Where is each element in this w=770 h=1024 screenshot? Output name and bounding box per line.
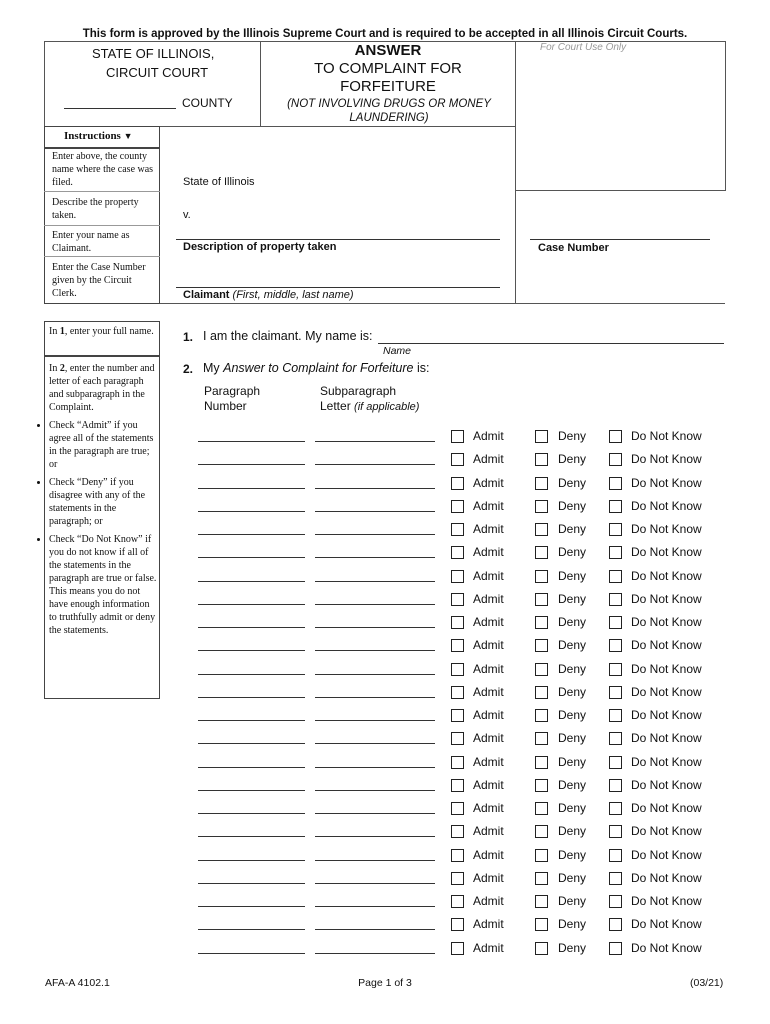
deny-checkbox[interactable] (535, 756, 548, 769)
admit-checkbox[interactable] (451, 709, 464, 722)
instruction-item: Enter the Case Number given by the Circuit Clerk. (52, 262, 146, 299)
deny-label: Deny (558, 545, 587, 559)
subparagraph-letter-input[interactable] (315, 720, 435, 721)
deny-label: Deny (558, 452, 587, 466)
deny-checkbox[interactable] (535, 593, 548, 606)
admit-label: Admit (473, 429, 504, 443)
paragraph-number-input[interactable] (198, 534, 305, 535)
admit-checkbox[interactable] (451, 849, 464, 862)
subparagraph-letter-input[interactable] (315, 441, 435, 442)
subparagraph-letter-input[interactable] (315, 790, 435, 791)
deny-label: Deny (558, 708, 587, 722)
do-not-know-checkbox[interactable] (609, 756, 622, 769)
paragraph-number-input[interactable] (198, 650, 305, 651)
deny-checkbox[interactable] (535, 546, 548, 559)
do-not-know-checkbox[interactable] (609, 430, 622, 443)
do-not-know-label: Do Not Know (631, 801, 702, 815)
admit-checkbox[interactable] (451, 918, 464, 931)
paragraph-number-input[interactable] (198, 604, 305, 605)
do-not-know-checkbox[interactable] (609, 663, 622, 676)
deny-label: Deny (558, 615, 587, 629)
do-not-know-checkbox[interactable] (609, 593, 622, 606)
deny-label: Deny (558, 592, 587, 606)
do-not-know-checkbox[interactable] (609, 732, 622, 745)
deny-label: Deny (558, 941, 587, 955)
side-instr-1-text: , enter your full name. (64, 326, 154, 337)
do-not-know-checkbox[interactable] (609, 523, 622, 536)
admit-checkbox[interactable] (451, 872, 464, 885)
deny-checkbox[interactable] (535, 918, 548, 931)
side-instr-1-num: 1 (59, 326, 65, 337)
form-title-line3: FORFEITURE (340, 78, 436, 95)
admit-label: Admit (473, 848, 504, 862)
admit-checkbox[interactable] (451, 779, 464, 792)
do-not-know-checkbox[interactable] (609, 895, 622, 908)
do-not-know-checkbox[interactable] (609, 825, 622, 838)
deny-label: Deny (558, 499, 587, 513)
instruction-item: Enter above, the county name where the case was filed. (52, 151, 154, 188)
side-instruction-bullets (39, 419, 157, 637)
do-not-know-checkbox[interactable] (609, 779, 622, 792)
admit-label: Admit (473, 545, 504, 559)
paragraph-number-input[interactable] (198, 790, 305, 791)
do-not-know-label: Do Not Know (631, 755, 702, 769)
instructions-heading-text: Instructions (64, 130, 121, 142)
side-instr-1-prefix: In (49, 326, 60, 337)
case-number-input[interactable] (530, 222, 710, 240)
do-not-know-label: Do Not Know (631, 917, 702, 931)
deny-label: Deny (558, 638, 587, 652)
paragraph-col-line1: Paragraph (204, 384, 261, 398)
form-title-line2: TO COMPLAINT FOR (314, 60, 462, 77)
deny-label: Deny (558, 731, 587, 745)
do-not-know-label: Do Not Know (631, 569, 702, 583)
paragraph-number-input[interactable] (198, 860, 305, 861)
deny-label: Deny (558, 476, 587, 490)
deny-checkbox[interactable] (535, 663, 548, 676)
deny-label: Deny (558, 778, 587, 792)
do-not-know-label: Do Not Know (631, 429, 702, 443)
admit-checkbox[interactable] (451, 546, 464, 559)
county-label: COUNTY (182, 96, 233, 110)
deny-checkbox[interactable] (535, 570, 548, 583)
deny-checkbox[interactable] (535, 895, 548, 908)
deny-checkbox[interactable] (535, 942, 548, 955)
case-number-label: Case Number (538, 242, 609, 254)
deny-checkbox[interactable] (535, 872, 548, 885)
do-not-know-checkbox[interactable] (609, 500, 622, 513)
deny-checkbox[interactable] (535, 686, 548, 699)
subparagraph-letter-input[interactable] (315, 929, 435, 930)
do-not-know-checkbox[interactable] (609, 477, 622, 490)
subparagraph-letter-input[interactable] (315, 534, 435, 535)
admit-checkbox[interactable] (451, 430, 464, 443)
versus-label: v. (183, 209, 191, 221)
admit-checkbox[interactable] (451, 802, 464, 815)
admit-label: Admit (473, 731, 504, 745)
subparagraph-col-line2: Letter (320, 399, 351, 413)
do-not-know-checkbox[interactable] (609, 872, 622, 885)
side-instr-2-prefix: In (49, 363, 60, 374)
paragraph-number-input[interactable] (198, 883, 305, 884)
side-instruction-2 (49, 362, 157, 637)
county-input[interactable] (64, 92, 176, 109)
paragraph-number-input[interactable] (198, 906, 305, 907)
side-instr-2-text: , enter the number and letter of each paragraph and subparagraph in the Complaint. (49, 363, 155, 413)
admit-label: Admit (473, 685, 504, 699)
paragraph-number-input[interactable] (198, 627, 305, 628)
deny-checkbox[interactable] (535, 779, 548, 792)
court-use-label: For Court Use Only (540, 42, 627, 53)
do-not-know-label: Do Not Know (631, 894, 702, 908)
page-number: Page 1 of 3 (358, 977, 412, 989)
subparagraph-letter-input[interactable] (315, 604, 435, 605)
admit-checkbox[interactable] (451, 639, 464, 652)
subparagraph-letter-input[interactable] (315, 836, 435, 837)
deny-label: Deny (558, 871, 587, 885)
paragraph-number-input[interactable] (198, 767, 305, 768)
deny-label: Deny (558, 685, 587, 699)
deny-checkbox[interactable] (535, 709, 548, 722)
do-not-know-checkbox[interactable] (609, 570, 622, 583)
admit-label: Admit (473, 662, 504, 676)
section2-text (203, 361, 429, 375)
admit-label: Admit (473, 708, 504, 722)
bullet-admit: • Check “Admit” if you agree all of the statements in the paragraph are true; or (49, 419, 157, 471)
subparagraph-col-header (320, 384, 419, 415)
admit-checkbox[interactable] (451, 686, 464, 699)
deny-checkbox[interactable] (535, 500, 548, 513)
deny-checkbox[interactable] (535, 849, 548, 862)
subparagraph-letter-input[interactable] (315, 767, 435, 768)
deny-label: Deny (558, 662, 587, 676)
subparagraph-col-hint: (if applicable) (354, 401, 420, 413)
do-not-know-label: Do Not Know (631, 638, 702, 652)
deny-checkbox[interactable] (535, 430, 548, 443)
paragraph-number-input[interactable] (198, 836, 305, 837)
do-not-know-checkbox[interactable] (609, 849, 622, 862)
paragraph-number-input[interactable] (198, 697, 305, 698)
paragraph-number-input[interactable] (198, 929, 305, 930)
paragraph-number-input[interactable] (198, 581, 305, 582)
paragraph-number-input[interactable] (198, 488, 305, 489)
subparagraph-letter-input[interactable] (315, 557, 435, 558)
instruction-item: Enter your name as Claimant. (52, 230, 130, 254)
deny-label: Deny (558, 894, 587, 908)
deny-label: Deny (558, 429, 587, 443)
paragraph-number-input[interactable] (198, 464, 305, 465)
do-not-know-label: Do Not Know (631, 824, 702, 838)
admit-checkbox[interactable] (451, 663, 464, 676)
admit-label: Admit (473, 476, 504, 490)
paragraph-number-input[interactable] (198, 511, 305, 512)
admit-checkbox[interactable] (451, 453, 464, 466)
paragraph-number-input[interactable] (198, 743, 305, 744)
subparagraph-letter-input[interactable] (315, 464, 435, 465)
section1-number: 1. (183, 330, 194, 344)
deny-label: Deny (558, 848, 587, 862)
admit-label: Admit (473, 522, 504, 536)
subparagraph-letter-input[interactable] (315, 650, 435, 651)
paragraph-number-input[interactable] (198, 953, 305, 954)
do-not-know-checkbox[interactable] (609, 918, 622, 931)
do-not-know-checkbox[interactable] (609, 686, 622, 699)
claimant-label-text: Claimant (183, 289, 230, 301)
deny-checkbox[interactable] (535, 639, 548, 652)
do-not-know-label: Do Not Know (631, 848, 702, 862)
deny-label: Deny (558, 569, 587, 583)
property-label: Description of property taken (183, 241, 337, 253)
admit-checkbox[interactable] (451, 616, 464, 629)
do-not-know-label: Do Not Know (631, 499, 702, 513)
do-not-know-checkbox[interactable] (609, 639, 622, 652)
do-not-know-label: Do Not Know (631, 685, 702, 699)
paragraph-col-header (204, 384, 260, 414)
paragraph-number-input[interactable] (198, 441, 305, 442)
admit-checkbox[interactable] (451, 825, 464, 838)
do-not-know-label: Do Not Know (631, 476, 702, 490)
claimant-name-input[interactable] (378, 327, 724, 344)
do-not-know-checkbox[interactable] (609, 546, 622, 559)
form-id: AFA-A 4102.1 (45, 977, 110, 989)
paragraph-number-input[interactable] (198, 674, 305, 675)
claimant-hint: (First, middle, last name) (232, 289, 354, 301)
admit-checkbox[interactable] (451, 756, 464, 769)
admit-label: Admit (473, 615, 504, 629)
do-not-know-label: Do Not Know (631, 731, 702, 745)
subparagraph-letter-input[interactable] (315, 511, 435, 512)
plaintiff-label: State of Illinois (183, 176, 255, 188)
approval-notice: This form is approved by the Illinois Supreme Court and is required to be accepted in all Illinois Circuit Courts. (82, 28, 688, 40)
do-not-know-checkbox[interactable] (609, 616, 622, 629)
do-not-know-checkbox[interactable] (609, 453, 622, 466)
subparagraph-letter-input[interactable] (315, 743, 435, 744)
deny-checkbox[interactable] (535, 802, 548, 815)
subparagraph-letter-input[interactable] (315, 906, 435, 907)
deny-checkbox[interactable] (535, 616, 548, 629)
subparagraph-letter-input[interactable] (315, 813, 435, 814)
do-not-know-checkbox[interactable] (609, 942, 622, 955)
do-not-know-label: Do Not Know (631, 592, 702, 606)
admit-checkbox[interactable] (451, 570, 464, 583)
do-not-know-label: Do Not Know (631, 545, 702, 559)
admit-label: Admit (473, 778, 504, 792)
subparagraph-letter-input[interactable] (315, 860, 435, 861)
claimant-input[interactable] (176, 270, 500, 288)
form-title-line1: ANSWER (354, 42, 422, 59)
admit-checkbox[interactable] (451, 500, 464, 513)
do-not-know-label: Do Not Know (631, 662, 702, 676)
admit-checkbox[interactable] (451, 593, 464, 606)
subparagraph-letter-input[interactable] (315, 488, 435, 489)
admit-label: Admit (473, 824, 504, 838)
triangle-down-icon: ▼ (123, 131, 133, 141)
do-not-know-label: Do Not Know (631, 778, 702, 792)
do-not-know-label: Do Not Know (631, 941, 702, 955)
deny-checkbox[interactable] (535, 523, 548, 536)
deny-label: Deny (558, 917, 587, 931)
admit-label: Admit (473, 755, 504, 769)
side-instr-2-num: 2 (59, 363, 65, 374)
name-caption: Name (383, 345, 412, 357)
subparagraph-letter-input[interactable] (315, 581, 435, 582)
do-not-know-label: Do Not Know (631, 452, 702, 466)
section2-text-suffix: is: (413, 361, 430, 375)
admit-label: Admit (473, 452, 504, 466)
admit-checkbox[interactable] (451, 523, 464, 536)
admit-checkbox[interactable] (451, 477, 464, 490)
do-not-know-checkbox[interactable] (609, 802, 622, 815)
admit-label: Admit (473, 917, 504, 931)
state-label: STATE OF ILLINOIS, (92, 46, 215, 61)
section2-text-italic: Answer to Complaint for Forfeiture (223, 361, 414, 375)
paragraph-number-input[interactable] (198, 813, 305, 814)
bullet-deny: • Check “Deny” if you disagree with any of the statements in the paragraph; or (49, 476, 157, 528)
deny-label: Deny (558, 755, 587, 769)
admit-label: Admit (473, 871, 504, 885)
admit-label: Admit (473, 941, 504, 955)
subparagraph-letter-input[interactable] (315, 674, 435, 675)
deny-label: Deny (558, 801, 587, 815)
admit-checkbox[interactable] (451, 732, 464, 745)
deny-checkbox[interactable] (535, 732, 548, 745)
instructions-heading (64, 130, 133, 142)
deny-label: Deny (558, 824, 587, 838)
side-instruction-1 (49, 325, 157, 338)
deny-checkbox[interactable] (535, 477, 548, 490)
do-not-know-checkbox[interactable] (609, 709, 622, 722)
bullet-do-not-know: • Check “Do Not Know” if you do not know if all of the statements in the paragraph are true or false. This means you do not have enough information to truthfully admit or deny the statements. (49, 533, 157, 637)
admit-label: Admit (473, 894, 504, 908)
subparagraph-letter-input[interactable] (315, 883, 435, 884)
do-not-know-label: Do Not Know (631, 708, 702, 722)
subparagraph-letter-input[interactable] (315, 627, 435, 628)
subparagraph-col-line1: Subparagraph (320, 384, 397, 398)
section2-number: 2. (183, 362, 194, 376)
do-not-know-label: Do Not Know (631, 522, 702, 536)
admit-label: Admit (473, 499, 504, 513)
admit-label: Admit (473, 801, 504, 815)
instruction-item: Describe the property taken. (52, 197, 139, 221)
admit-label: Admit (473, 638, 504, 652)
subparagraph-letter-input[interactable] (315, 953, 435, 954)
admit-label: Admit (473, 569, 504, 583)
section1-text: I am the claimant. My name is: (203, 329, 373, 343)
deny-checkbox[interactable] (535, 825, 548, 838)
property-input[interactable] (176, 222, 500, 240)
claimant-label (183, 289, 354, 301)
paragraph-col-line2: Number (204, 399, 247, 413)
deny-label: Deny (558, 522, 587, 536)
revision-date: (03/21) (690, 977, 724, 989)
court-label: CIRCUIT COURT (106, 65, 209, 80)
section2-text-prefix: My (203, 361, 224, 375)
admit-label: Admit (473, 592, 504, 606)
do-not-know-label: Do Not Know (631, 871, 702, 885)
deny-checkbox[interactable] (535, 453, 548, 466)
form-subtitle: (NOT INVOLVING DRUGS OR MONEY LAUNDERING) (287, 98, 491, 124)
paragraph-number-input[interactable] (198, 720, 305, 721)
admit-checkbox[interactable] (451, 942, 464, 955)
subparagraph-letter-input[interactable] (315, 697, 435, 698)
do-not-know-label: Do Not Know (631, 615, 702, 629)
admit-checkbox[interactable] (451, 895, 464, 908)
paragraph-number-input[interactable] (198, 557, 305, 558)
